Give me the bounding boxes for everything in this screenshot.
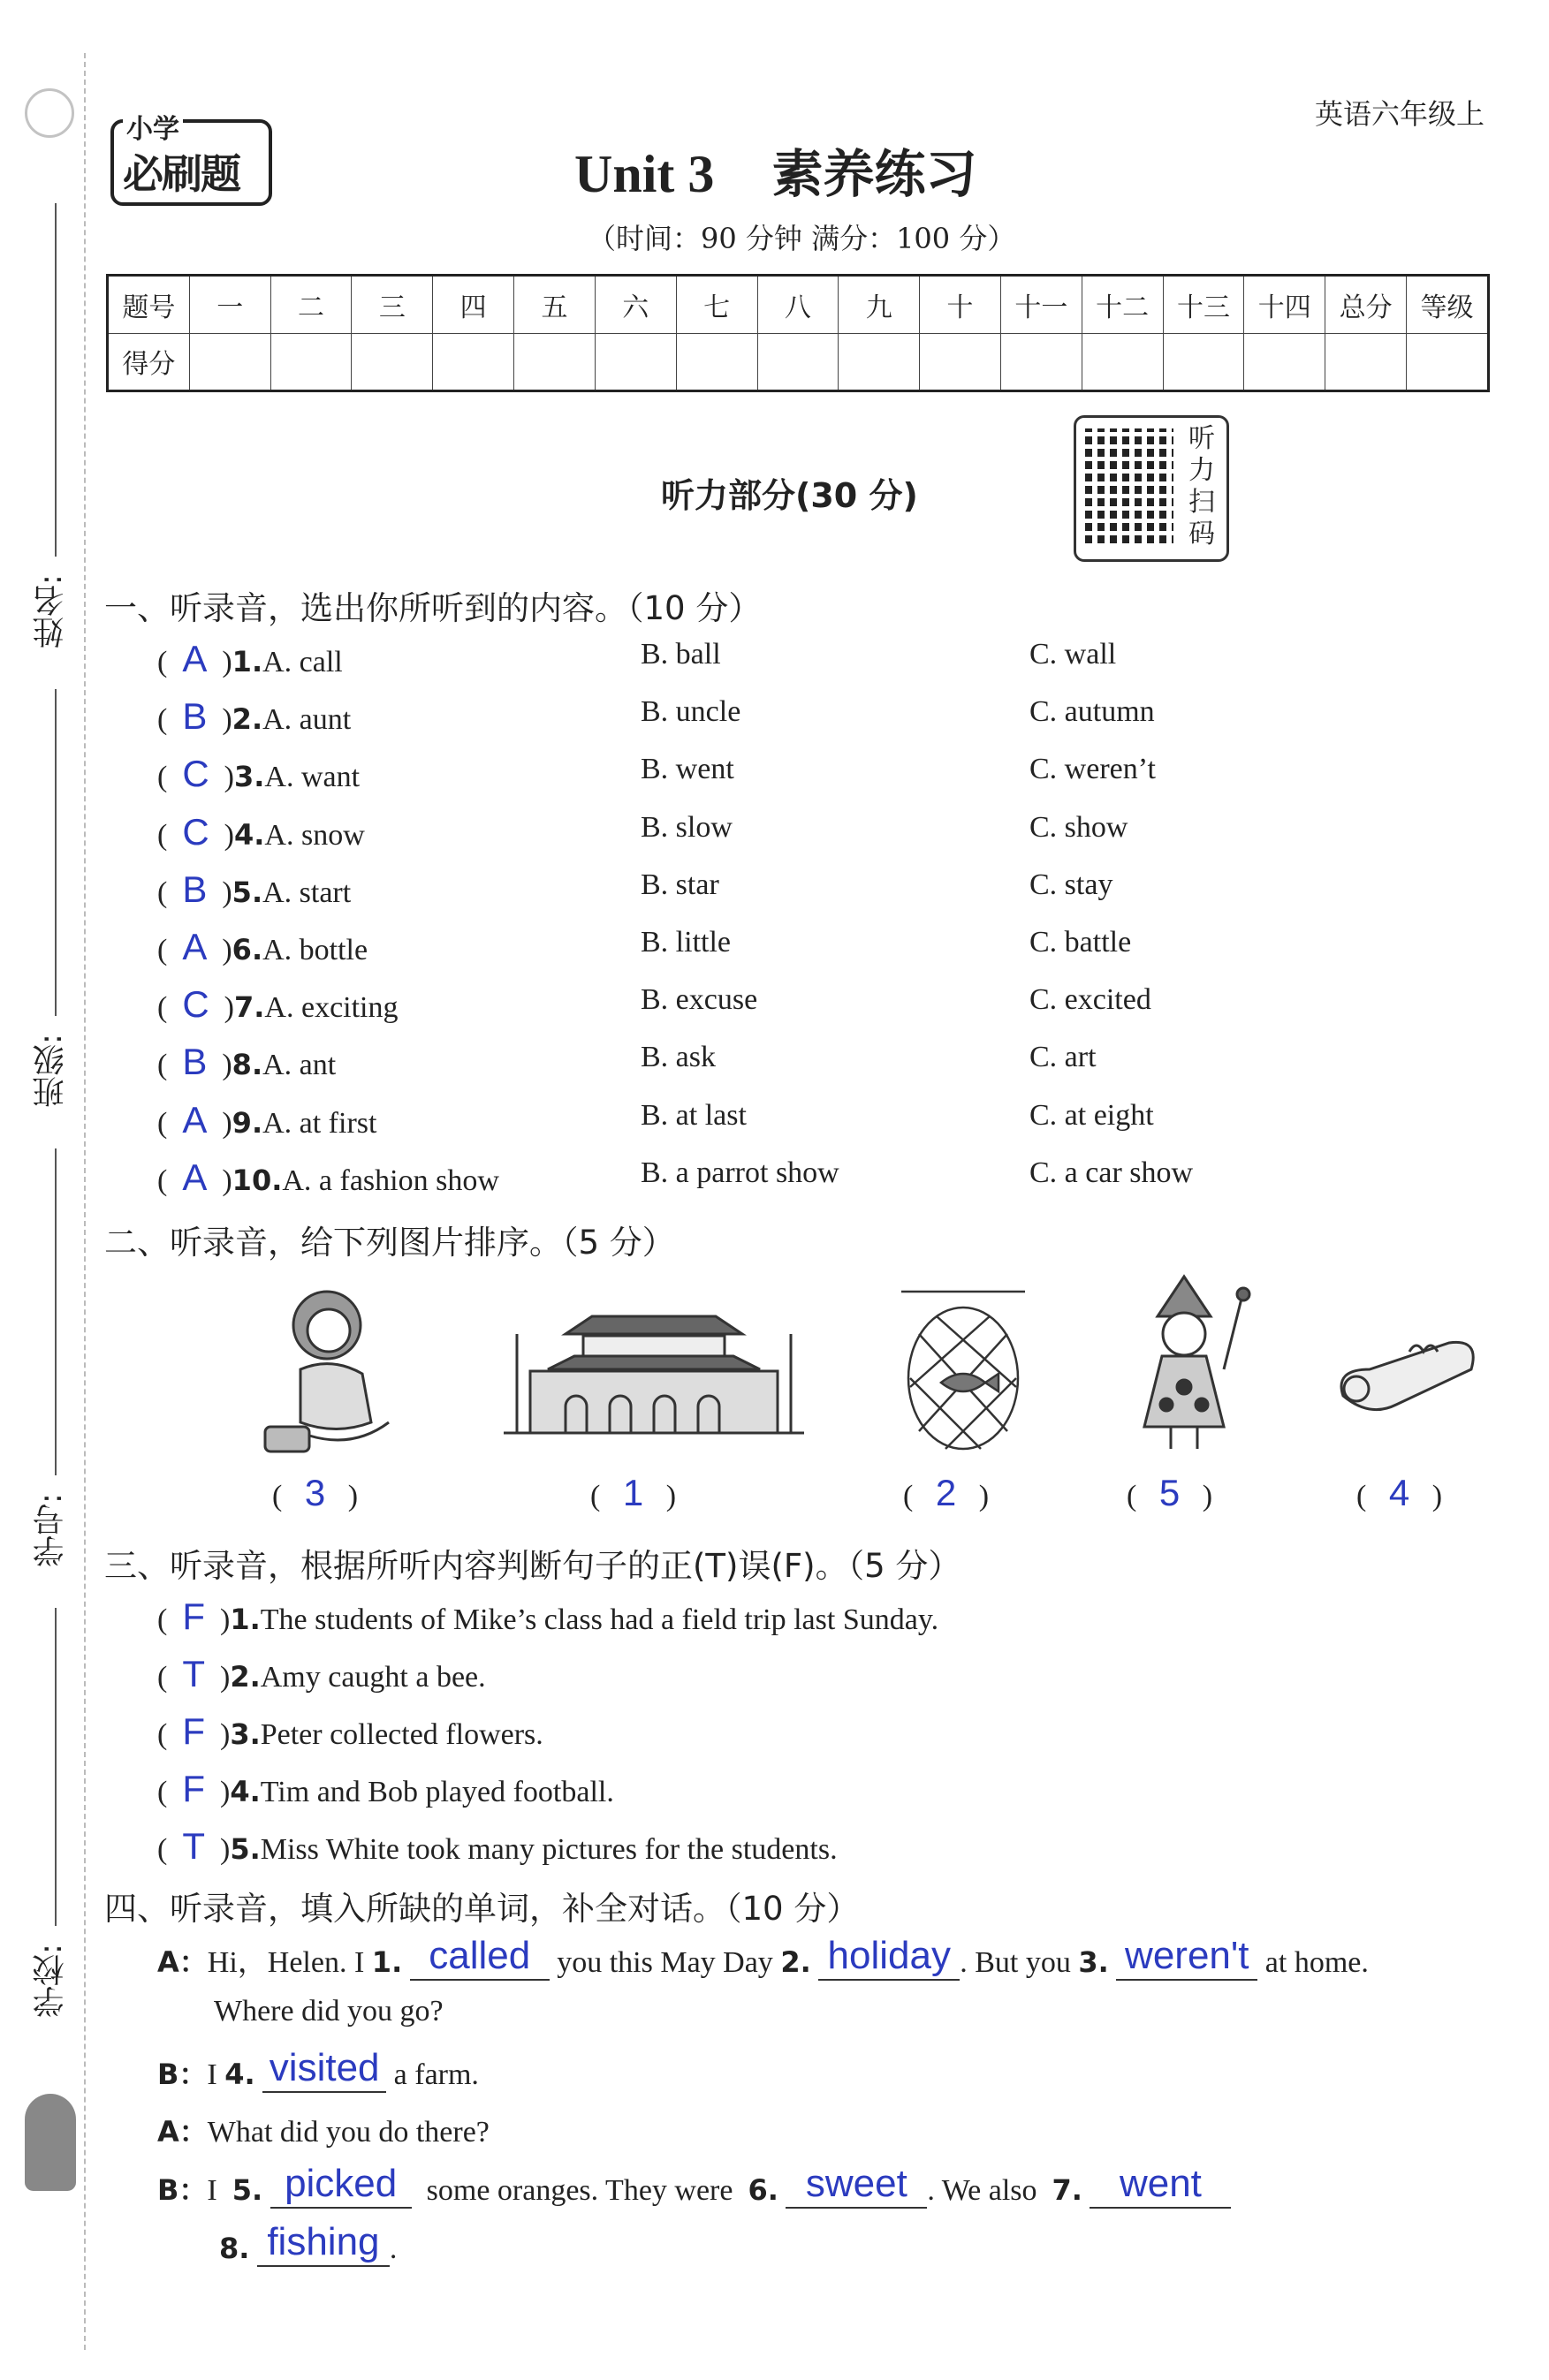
score-input-cell[interactable] [514,333,596,391]
option-a: A. at first [262,1106,377,1140]
blank-5[interactable]: picked [270,2168,412,2209]
tf-answer: F [182,1768,205,1809]
picture-order-slot[interactable]: ( 3 ) [272,1472,359,1513]
option-b: B. slow [641,810,733,844]
answer-bracket[interactable]: ( A ) [157,1098,232,1141]
page-title [574,133,976,207]
question-number: 10. [232,1163,283,1197]
answer-bracket[interactable]: ( T ) [157,1825,231,1867]
question-number: 3. [230,1717,261,1751]
answer-bracket[interactable]: ( A ) [157,638,232,679]
option-b: B. excuse [641,983,758,1017]
score-input-cell[interactable] [189,333,270,391]
score-input-cell[interactable] [839,333,920,391]
title-info: （时间：90 分钟 满分：100 分） [588,222,1016,255]
statement-text: Miss White took many pictures for the students. [260,1833,838,1866]
option-a: A. aunt [262,703,352,737]
answer-bracket[interactable]: ( B ) [157,868,232,910]
part1-question-row [157,1099,376,1141]
part1-question-row [157,926,368,968]
score-table-header-row [108,276,1489,334]
option-b: B. ball [641,638,721,671]
blank-1[interactable]: called [410,1940,550,1981]
title-name: 素养练习 [771,144,977,204]
part1-question-row [157,1041,336,1083]
option-a: A. bottle [262,934,368,966]
qr-code-icon [1074,415,1229,562]
answer-bracket[interactable]: ( F ) [157,1768,231,1809]
question-number: 6. [232,933,263,966]
option-b: B. ask [641,1041,716,1074]
score-header-cell: 十三 [1163,276,1244,334]
question-number: 2. [232,702,263,737]
score-header-cell: 三 [352,276,433,334]
qr-label: 听 力 扫 码 [1188,423,1215,550]
part1-question-row [157,638,343,680]
score-header-cell: 十 [920,276,1001,334]
option-b: B. at last [641,1098,747,1132]
score-input-cell[interactable] [352,333,433,391]
score-table-score-row [108,333,1489,391]
part2-pictures [247,1272,1502,1467]
mascot-icon [25,2094,76,2191]
order-answer: 3 [304,1472,326,1513]
question-number: 8. [232,1048,263,1082]
answer-letter: C [182,810,209,853]
question-number: 1. [232,645,263,678]
question-number: 2. [230,1660,261,1694]
answer-bracket[interactable]: ( C ) [157,753,234,795]
answer-bracket[interactable]: ( B ) [157,695,232,738]
margin-school-label: 学校: [33,1944,69,2019]
score-header-cell: 等级 [1407,276,1489,334]
statement-text: The students of Mike’s class had a field trip last Sunday. [260,1603,939,1636]
option-a: A. exciting [264,991,399,1025]
score-input-cell[interactable] [1244,333,1325,391]
score-header-cell: 十四 [1244,276,1325,334]
question-number: 4. [234,817,265,852]
question-number: 1. [230,1603,261,1636]
picture-order-slot[interactable]: ( 4 ) [1356,1472,1443,1513]
order-answer: 5 [1158,1472,1181,1513]
blank-2[interactable]: holiday [818,1940,960,1981]
score-header-cell: 一 [189,276,270,334]
score-input-cell[interactable] [920,333,1001,391]
order-answer: 2 [935,1472,957,1513]
score-header-cell: 总分 [1325,276,1407,334]
margin-id-line [55,1148,57,1475]
score-header-cell: 题号 [108,276,190,334]
answer-letter: C [182,753,209,795]
scroll-picture [1341,1342,1473,1409]
margin-class-label: 班级: [33,1034,69,1109]
tf-answer: T [182,1825,205,1867]
option-c: C. stay [1029,868,1113,901]
blank-8[interactable]: fishing [257,2226,390,2267]
score-input-cell[interactable] [1000,333,1082,391]
option-c: C. autumn [1029,695,1155,729]
score-input-cell[interactable] [757,333,839,391]
part3-title: 三、听录音，根据所听内容判断句子的正(T)误(F)。（5 分） [104,1547,961,1585]
answer-bracket[interactable]: ( C ) [157,810,234,853]
part1-question-row [157,811,365,853]
margin-school-line [55,1608,57,1926]
tf-answer: F [182,1596,205,1637]
subject-label: 英语六年级上 [1315,97,1485,131]
option-b: B. a parrot show [641,1156,839,1189]
part3-question-row [157,1596,938,1638]
score-input-cell[interactable] [270,333,352,391]
score-row-label: 得分 [108,333,190,391]
answer-bracket[interactable]: ( A ) [157,1156,232,1198]
option-b: B. star [641,868,719,901]
dialogue-line-1: A：Hi，Helen. I 1. called you this May Day 2. holiday . But you 3. weren't at home. [157,1934,1369,1979]
score-input-cell[interactable] [1407,333,1489,391]
part1-title: 一、听录音，选出你所听到的内容。（10 分） [104,589,762,627]
tiananmen-picture [504,1316,804,1433]
score-input-cell[interactable] [1325,333,1407,391]
section-title: 听力部分(30 分) [661,476,918,515]
answer-letter: A [182,926,208,967]
score-header-cell: 四 [433,276,514,334]
costume-girl-picture [1144,1277,1249,1449]
margin-name-label: 姓名: [33,574,69,649]
brand-logo [110,114,272,206]
part3-question-row [157,1768,614,1810]
score-header-cell: 十一 [1000,276,1082,334]
blank-3[interactable]: weren't [1116,1940,1257,1981]
tf-answer: T [182,1653,205,1694]
option-c: C. wall [1029,638,1117,671]
score-header-cell: 七 [676,276,757,334]
picture-order-slot[interactable]: ( 1 ) [590,1472,677,1513]
dialogue-line-2: Where did you go? [214,1995,444,2028]
answer-bracket[interactable]: ( T ) [157,1653,231,1694]
answer-bracket[interactable]: ( A ) [157,926,232,967]
option-b: B. uncle [641,695,741,729]
dialogue-line-6: 8. fishing . [219,2220,398,2265]
statement-text: Peter collected flowers. [260,1718,543,1751]
statement-text: Tim and Bob played football. [260,1776,614,1808]
question-number: 5. [230,1832,261,1866]
statement-text: Amy caught a bee. [260,1661,486,1694]
blank-6[interactable]: sweet [786,2168,927,2209]
decor-swirl-icon [25,88,74,138]
option-a: A. a fashion show [282,1163,499,1197]
binding-line [84,53,86,2350]
answer-letter: A [182,638,208,679]
score-header-cell: 九 [839,276,920,334]
part1-question-row [157,868,351,911]
blank-4[interactable]: visited [262,2052,386,2093]
part1-question-row [157,1156,499,1199]
answer-bracket[interactable]: ( C ) [157,983,234,1026]
score-header-cell: 五 [514,276,596,334]
part1-question-row [157,695,351,738]
part1-question-row [157,983,399,1026]
part3-question-row [157,1825,838,1868]
order-answer: 4 [1388,1472,1410,1513]
question-number: 5. [232,875,263,909]
option-b: B. little [641,926,731,959]
answer-bracket[interactable]: ( F ) [157,1596,231,1637]
answer-letter: A [182,1156,208,1198]
brand-line2: 必刷题 [123,150,239,198]
margin-class-line [55,689,57,1016]
dialogue-line-4: A：What did you do there? [157,2115,490,2149]
answer-bracket[interactable]: ( B ) [157,1041,232,1083]
score-input-cell[interactable] [595,333,676,391]
part3-question-row [157,1653,486,1695]
dialogue-line-5: B：I 5. picked some oranges. They were 6. sweet . We also 7. went [157,2168,1231,2209]
part2-title: 二、听录音，给下列图片排序。（5 分） [104,1224,675,1262]
fish-net-picture [901,1292,1025,1449]
picture-order-slot[interactable]: ( 5 ) [1127,1472,1213,1513]
option-a: A. start [262,875,352,909]
answer-letter: B [182,695,208,738]
option-a: A. want [264,761,361,794]
picture-order-slot[interactable]: ( 2 ) [903,1472,990,1513]
score-input-cell[interactable] [676,333,757,391]
answer-bracket[interactable]: ( F ) [157,1710,231,1752]
score-input-cell[interactable] [1163,333,1244,391]
score-header-cell: 十二 [1082,276,1163,334]
qr-pattern [1085,428,1173,543]
answer-letter: C [182,983,209,1026]
tf-answer: F [182,1710,205,1752]
question-number: 7. [234,990,265,1025]
option-a: A. call [262,646,343,678]
answer-letter: B [182,868,208,910]
score-header-cell: 六 [595,276,676,334]
part1-question-row [157,753,360,795]
blank-7[interactable]: went [1090,2168,1231,2209]
option-c: C. show [1029,810,1128,844]
score-table [106,274,1490,392]
dialogue-line-3: B：I 4. visited a farm. [157,2046,479,2091]
part3-question-row [157,1710,543,1753]
answer-letter: A [182,1098,208,1141]
option-c: C. a car show [1029,1156,1194,1189]
option-a: A. snow [264,818,365,852]
part4-title: 四、听录音，填入所缺的单词，补全对话。（10 分） [104,1890,860,1928]
question-number: 3. [234,760,265,794]
option-b: B. went [641,753,734,786]
brand-line1: 小学 [123,107,183,146]
score-input-cell[interactable] [433,333,514,391]
score-input-cell[interactable] [1082,333,1163,391]
option-c: C. excited [1029,983,1151,1017]
option-c: C. at eight [1029,1098,1154,1132]
score-header-cell: 八 [757,276,839,334]
girl-phone-picture [265,1292,389,1451]
option-c: C. battle [1029,926,1132,959]
margin-id-label: 学号: [33,1493,69,1568]
question-number: 9. [232,1105,263,1140]
title-unit: Unit 3 [574,145,715,203]
option-c: C. weren’t [1029,753,1156,786]
score-header-cell: 二 [270,276,352,334]
option-c: C. art [1029,1041,1097,1074]
order-answer: 1 [622,1472,644,1513]
option-a: A. ant [262,1049,337,1082]
margin-name-line [55,203,57,557]
answer-letter: B [182,1041,208,1083]
question-number: 4. [230,1775,261,1808]
